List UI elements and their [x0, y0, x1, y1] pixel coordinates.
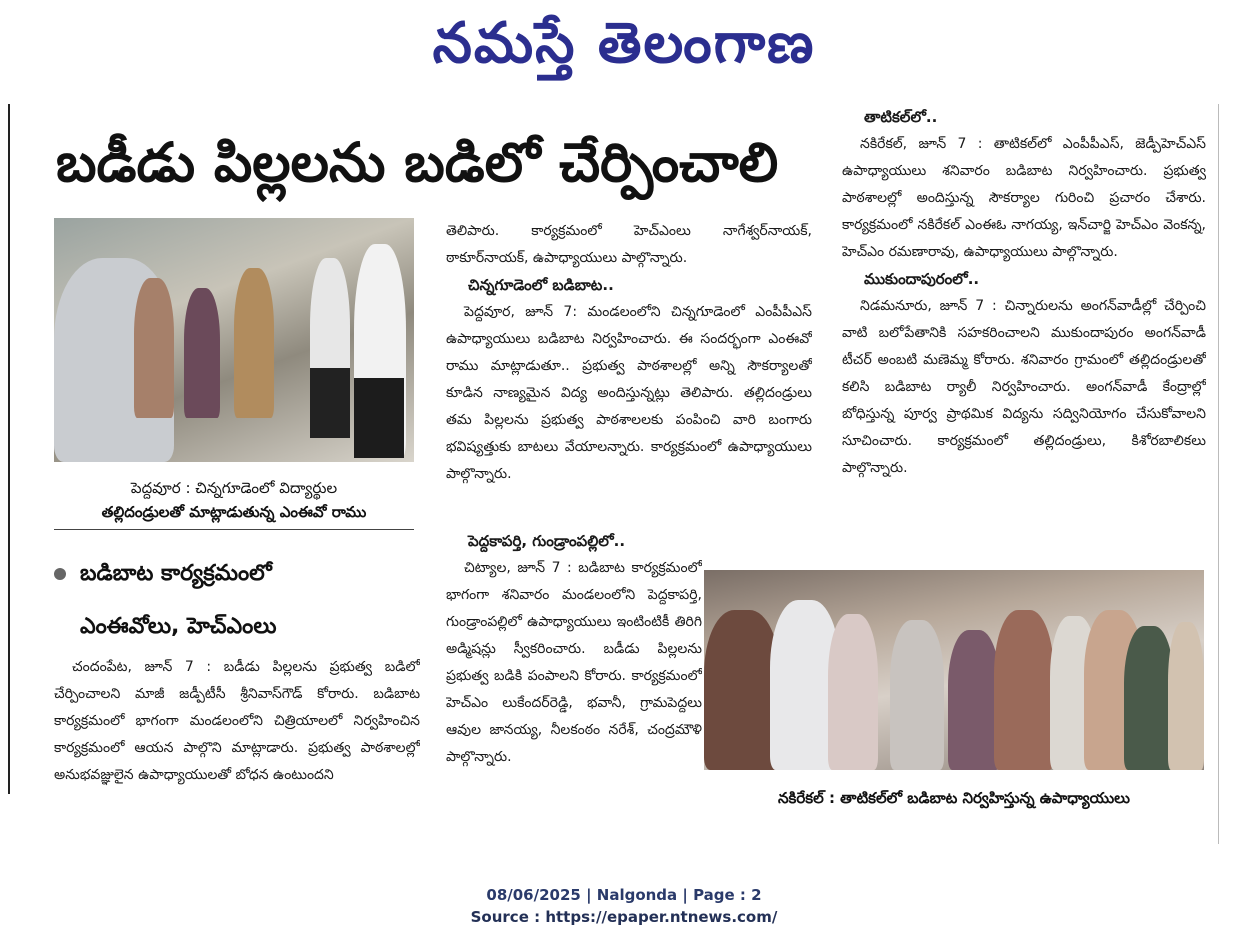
highlight-line-1: బడిబాట కార్యక్రమంలో — [80, 561, 272, 586]
paragraph: పెద్దవూర, జూన్ 7: మండలంలోని చిన్నగూడెంలో ఎంపీపీఎస్ ఉపాధ్యాయులు బడిబాట నిర్వహించారు. ఈ సందర్భంగా ఎంఈవో రాము మాట్లాడుతూ.. ప్రభుత్వ పాఠశాలల్లో అన్ని సౌకర్యాలతో కూడిన నాణ్యమైన విద్య అందిస్తున్నట్లు తెలిపారు. తల్లిదండ్రులు తమ పిల్లలను ప్రభుత్వ పాఠశాలలకు పంపించి వారి బంగారు భవిష్యత్తుకు బాటలు వేయాలన్నారు. కార్యక్రమంలో ఉపాధ్యాయులు పాల్గొన్నారు. — [446, 304, 812, 482]
subheading: ముకుందాపురంలో.. — [864, 270, 980, 288]
column-divider-left — [8, 104, 10, 794]
paragraph: చిట్యాల, జూన్ 7 : బడిబాట కార్యక్రమంలో భాగంగా శనివారం మండలంలోని పెద్దకాపర్తి, గుండ్రాంపల్లిలో ఉపాధ్యాయులు ఇంటింటికీ తిరిగి అడ్మిషన్లు స్వీకరించారు. బడీడు పిల్లలను ప్రభుత్వ బడికి పంపాలని కోరారు. కార్యక్రమంలో హెచ్‌ఎం లుకేందర్‌రెడ్డి, భవానీ, గ్రామపెద్దలు ఆవుల జానయ్య, నీలకంఠం నరేశ్, చంద్రమౌళి పాల్గొన్నారు. — [446, 560, 702, 765]
masthead-logo: నమస్తే తెలంగాణ — [432, 11, 816, 76]
photo-caption-chinnagudem — [54, 476, 414, 530]
article-column-2-bottom — [446, 528, 702, 834]
adjacent-article-edge — [1228, 630, 1248, 810]
article-column-2-top — [446, 218, 812, 524]
article-photo-chinnagudem — [54, 218, 414, 462]
source-link[interactable]: Source : https://epaper.ntnews.com/ — [470, 908, 778, 926]
subheading: పెద్దకాపర్తి, గుండ్రాంపల్లిలో.. — [468, 532, 626, 550]
subheading: చిన్నగూడెంలో బడిబాట.. — [468, 276, 614, 294]
caption-line: పెద్దవూర : చిన్నగూడెంలో విద్యార్థుల — [130, 479, 338, 497]
adjacent-article-edge — [1228, 300, 1248, 520]
highlight-line-2: ఎంఈవోలు, హెచ్‌ఎంలు — [80, 614, 277, 639]
article-headline: బడీడు పిల్లలను బడిలో చేర్పించాలి — [56, 131, 779, 194]
paragraph: చందంపేట, జూన్ 7 : బడీడు పిల్లలను ప్రభుత్వ బడిలో చేర్పించాలని మాజీ జడ్పీటీసీ శ్రీనివాస్‌గౌడ్ కోరారు. బడిబాట కార్యక్రమంలో భాగంగా మండలంలోని చిత్రియాలలో నిర్వహించిన కార్యక్రమంలో ఆయన పాల్గొని మాట్లాడారు. ప్రభుత్వ పాఠశాలల్లో అనుభవజ్ఞులైన ఉపాధ్యాయులతో బోధన ఉంటుందని — [54, 659, 420, 783]
subheading: తాటికల్‌లో.. — [864, 108, 938, 126]
bullet-icon — [54, 568, 66, 580]
edition-info: 08/06/2025 | Nalgonda | Page : 2 — [486, 886, 762, 904]
caption-line: తల్లిదండ్రులతో మాట్లాడుతున్న ఎంఈవో రాము — [101, 503, 367, 521]
article-column-3 — [842, 104, 1206, 556]
column-divider-right — [1218, 104, 1219, 844]
paragraph: నిడమనూరు, జూన్ 7 : చిన్నారులను అంగన్‌వాడీల్లో చేర్పించి వాటి బలోపేతానికి సహకరించాలని ముకుందాపురం అంగన్‌వాడీ టీచర్ అంబటి మణెమ్మ కోరారు. శనివారం గ్రామంలో తల్లిదండ్రులతో కలిసి బడిబాట ర్యాలీ నిర్వహించారు. అంగన్‌వాడీ కేంద్రాల్లో బోధిస్తున్న పూర్వ ప్రాథమిక విద్యను సద్వినియోగం చేసుకోవాలని సూచించారు. కార్యక్రమంలో తల్లిదండ్రులు, కిశోరబాలికలు పాల్గొన్నారు. — [842, 298, 1206, 476]
article-column-1 — [54, 654, 420, 830]
paragraph: తెలిపారు. కార్యక్రమంలో హెచ్‌ఎంలు నాగేశ్వర్‌నాయక్, ఠాకూర్‌నాయక్, ఉపాధ్యాయులు పాల్గొన్నారు. — [446, 223, 812, 266]
paragraph: నకిరేకల్, జూన్ 7 : తాటికల్‌లో ఎంపీపీఎస్, జెడ్పీహెచ్‌ఎస్ ఉపాధ్యాయులు శనివారం బడిబాట నిర్వహించారు. ప్రభుత్వ పాఠశాలల్లో అందిస్తున్న సౌకర్యాల గురించి ప్రచారం చేశారు. కార్యక్రమంలో నకిరేకల్ ఎంఈఓ నాగయ్య, ఇన్‌చార్జి హెచ్‌ఎం వెంకన్న, హెచ్‌ఎం రమణారావు, ఉపాధ్యాయులు పాల్గొన్నారు. — [842, 136, 1206, 260]
article-photo-tatikal — [704, 570, 1204, 770]
photo-caption-tatikal: నకిరేకల్ : తాటికల్‌లో బడిబాట నిర్వహిస్తున్న ఉపాధ్యాయులు — [778, 789, 1130, 807]
